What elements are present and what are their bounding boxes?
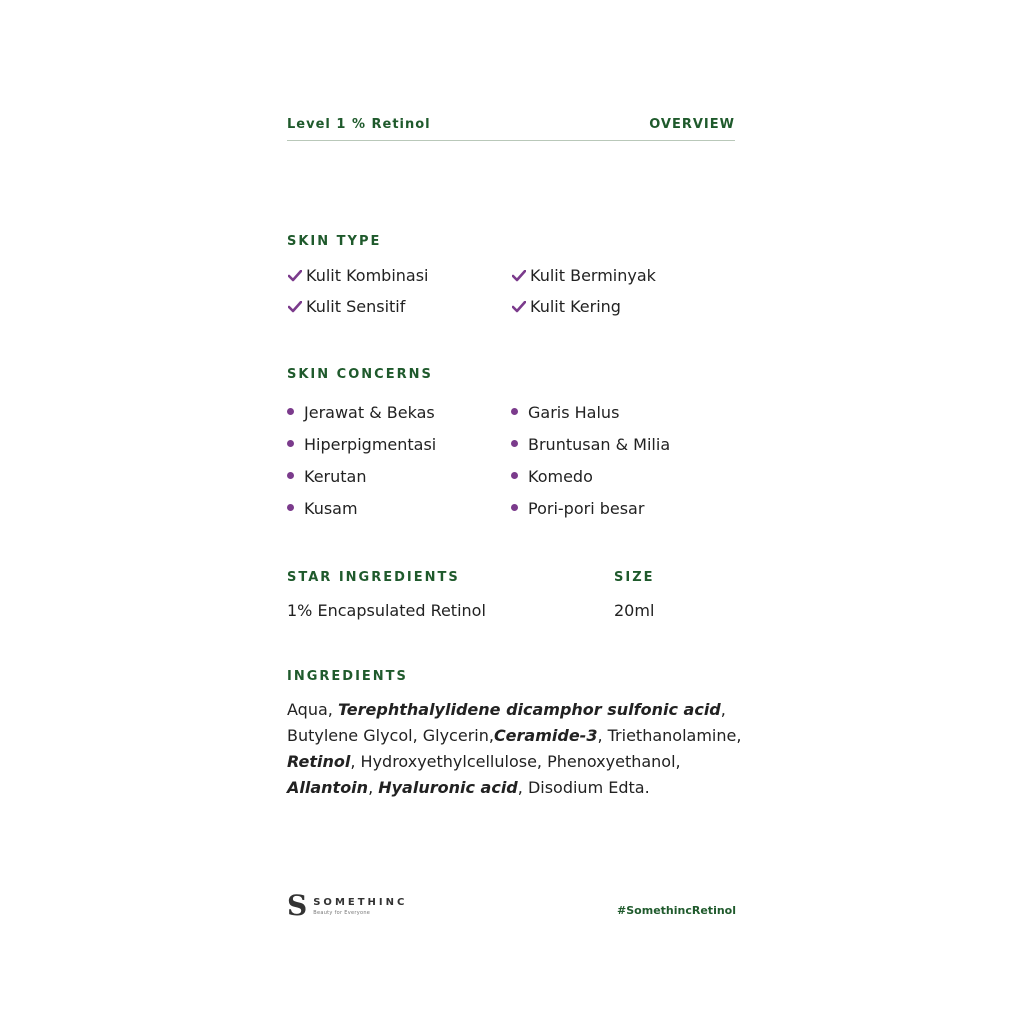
concern-label: Komedo — [528, 467, 593, 486]
ingredients-title: INGREDIENTS — [287, 669, 408, 684]
concern-item — [287, 435, 436, 454]
concern-label: Kusam — [304, 499, 358, 518]
concern-item — [511, 499, 644, 518]
logo-mark: S — [287, 889, 308, 922]
ingredient-text: , Hydroxyethylcellulose, Phenoxyethanol, — [350, 752, 681, 771]
concern-item — [287, 499, 358, 518]
logo-tagline: Beauty for Everyone — [313, 909, 371, 916]
brand-logo — [287, 889, 408, 922]
bullet-dot-icon — [287, 440, 294, 447]
skin-type-label: Kulit Berminyak — [530, 266, 656, 285]
ingredient-text: , Disodium Edta. — [517, 778, 650, 797]
ingredient-text: , Triethanolamine, — [597, 726, 742, 745]
skin-type-title: SKIN TYPE — [287, 234, 382, 249]
skin-type-item — [511, 297, 621, 316]
concern-label: Jerawat & Bekas — [304, 403, 435, 422]
ingredient-text: Aqua, — [287, 700, 338, 719]
bullet-dot-icon — [287, 472, 294, 479]
concern-item — [511, 467, 593, 486]
overview-label: OVERVIEW — [649, 117, 735, 132]
concern-item — [511, 403, 619, 422]
concern-label: Kerutan — [304, 467, 367, 486]
skin-type-item — [511, 266, 656, 285]
size-value: 20ml — [614, 601, 655, 620]
hashtag: #SomethincRetinol — [617, 904, 736, 917]
ingredient-highlight: Hyaluronic acid — [378, 778, 518, 797]
size-title: SIZE — [614, 570, 655, 585]
concern-label: Pori-pori besar — [528, 499, 645, 518]
ingredient-highlight: Ceramide-3 — [493, 726, 598, 745]
ingredient-highlight: Terephthalylidene dicamphor sulfonic acid — [337, 700, 721, 719]
skin-type-label: Kulit Sensitif — [306, 297, 406, 316]
skin-type-label: Kulit Kering — [530, 297, 621, 316]
ingredients-list — [287, 697, 747, 801]
logo-name: SOMETHINC — [313, 896, 408, 908]
star-ingredients-value: 1% Encapsulated Retinol — [287, 601, 486, 620]
concern-item — [287, 467, 366, 486]
star-ingredients-title: STAR INGREDIENTS — [287, 570, 460, 585]
check-icon — [287, 299, 302, 314]
ingredient-text: , Butylene Glycol, Glycerin, — [287, 700, 726, 745]
concern-label: Hiperpigmentasi — [304, 435, 437, 454]
bullet-dot-icon — [511, 504, 518, 511]
bullet-dot-icon — [287, 408, 294, 415]
skin-type-label: Kulit Kombinasi — [306, 266, 429, 285]
ingredient-text: , — [368, 778, 379, 797]
bullet-dot-icon — [511, 472, 518, 479]
bullet-dot-icon — [287, 504, 294, 511]
bullet-dot-icon — [511, 408, 518, 415]
concern-label: Bruntusan & Milia — [528, 435, 671, 454]
concern-item — [287, 403, 435, 422]
check-icon — [511, 299, 526, 314]
concern-item — [511, 435, 670, 454]
product-title: Level 1 % Retinol — [287, 117, 431, 132]
check-icon — [511, 268, 526, 283]
skin-type-item — [287, 297, 405, 316]
skin-concerns-title: SKIN CONCERNS — [287, 367, 433, 382]
check-icon — [287, 268, 302, 283]
header-divider — [287, 140, 735, 141]
concern-label: Garis Halus — [528, 403, 620, 422]
bullet-dot-icon — [511, 440, 518, 447]
skin-type-item — [287, 266, 428, 285]
ingredient-highlight: Retinol — [287, 752, 351, 771]
ingredient-highlight: Allantoin — [287, 778, 369, 797]
